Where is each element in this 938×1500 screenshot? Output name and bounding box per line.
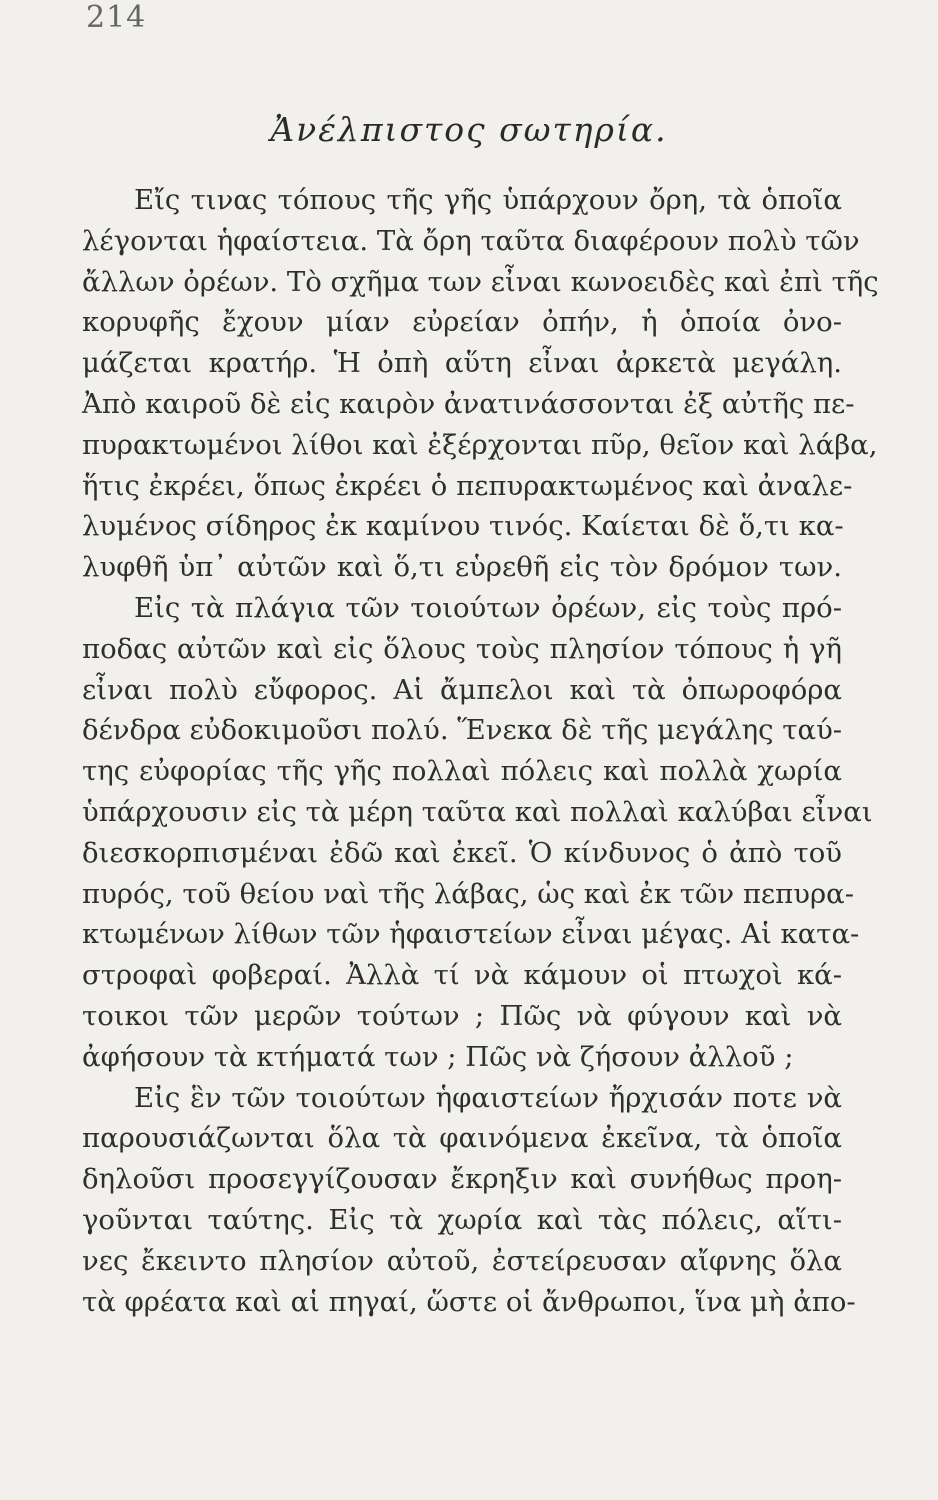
page-number: 214: [86, 0, 147, 35]
text-line: Εἰς τὰ πλάγια τῶν τοιούτων ὀρέων, εἰς τοὺς πρό-: [134, 592, 842, 624]
text-line: κορυφῆς ἔχουν μίαν εὐρείαν ὀπήν, ἡ ὁποία ὀνο-: [82, 306, 842, 339]
text-line: λέγονται ἡφαίστεια. Τὰ ὄρη ταῦτα διαφέρουν πολὺ τῶν: [82, 224, 860, 257]
text-line: ἀφήσουν τὰ κτήματά των ; Πῶς νὰ ζήσουν ἀλλοῦ ;: [82, 1040, 794, 1073]
text-line: ἥτις ἐκρέει, ὅπως ἐκρέει ὁ πεπυρακτωμένος καὶ ἀναλε-: [82, 469, 853, 502]
text-line: τοικοι τῶν μερῶν τούτων ; Πῶς νὰ φύγουν καὶ νὰ: [82, 1000, 842, 1032]
text-line: της εὐφορίας τῆς γῆς πολλαὶ πόλεις καὶ πολλὰ χωρία: [82, 755, 842, 788]
text-line: εἶναι πολὺ εὔφορος. Αἱ ἄμπελοι καὶ τὰ ὀπωροφόρα: [82, 673, 842, 706]
text-line: Εἴς τινας τόπους τῆς γῆς ὑπάρχουν ὄρη, τὰ ὁποῖα: [134, 184, 842, 216]
text-line: λυφθῆ ὑπ᾽ αὐτῶν καὶ ὅ,τι εὑρεθῆ εἰς τὸν δρόμον των.: [82, 551, 842, 584]
text-line: Ἀπὸ καιροῦ δὲ εἰς καιρὸν ἀνατινάσσονται ἐξ αὐτῆς πε-: [82, 388, 855, 420]
text-line: πυρός, τοῦ θείου ναὶ τῆς λάβας, ὡς καὶ ἐκ τῶν πεπυρα-: [82, 877, 855, 910]
text-line: λυμένος σίδηρος ἐκ καμίνου τινός. Καίεται δὲ ὅ,τι κα-: [82, 510, 844, 543]
text-line: μάζεται κρατήρ. Ἡ ὀπὴ αὕτη εἶναι ἀρκετὰ μεγάλη.: [82, 347, 842, 380]
text-line: ὑπάρχουσιν εἰς τὰ μέρη ταῦτα καὶ πολλαὶ καλύβαι εἶναι: [82, 796, 873, 828]
text-line: Εἰς ἓν τῶν τοιούτων ἡφαιστείων ἤρχισάν ποτε νὰ: [134, 1081, 842, 1114]
text-line: παρουσιάζωνται ὅλα τὰ φαινόμενα ἐκεῖνα, τὰ ὁποῖα: [82, 1122, 842, 1155]
text-line: στροφαὶ φοβεραί. Ἀλλὰ τί νὰ κάμουν οἱ πτωχοὶ κά-: [82, 959, 842, 992]
text-line: δένδρα εὐδοκιμοῦσι πολύ. Ἕνεκα δὲ τῆς μεγάλης ταύ-: [82, 714, 843, 747]
chapter-title: Ἀνέλπιστος σωτηρία.: [270, 110, 668, 149]
text-line: διεσκορπισμέναι ἐδῶ καὶ ἐκεῖ. Ὁ κίνδυνος ὁ ἀπὸ τοῦ: [82, 836, 842, 869]
text-line: δηλοῦσι προσεγγίζουσαν ἔκρηξιν καὶ συνήθως προη-: [82, 1163, 842, 1196]
text-line: γοῦνται ταύτης. Εἰς τὰ χωρία καὶ τὰς πόλεις, αἵτι-: [82, 1204, 842, 1236]
text-line: ἄλλων ὀρέων. Τὸ σχῆμα των εἶναι κωνοειδὲς καὶ ἐπὶ τῆς: [82, 265, 879, 298]
text-line: ποδας αὐτῶν καὶ εἰς ὅλους τοὺς πλησίον τόπους ἡ γῆ: [82, 632, 842, 665]
text-line: κτωμένων λίθων τῶν ἡφαιστείων εἶναι μέγας. Αἱ κατα-: [82, 918, 860, 951]
text-line: πυρακτωμένοι λίθοι καὶ ἐξέρχονται πῦρ, θεῖον καὶ λάβα,: [82, 428, 878, 461]
text-line: τὰ φρέατα καὶ αἱ πηγαί, ὥστε οἱ ἄνθρωποι, ἵνα μὴ ἀπο-: [82, 1285, 856, 1318]
text-line: νες ἔκειντο πλησίον αὐτοῦ, ἐστείρευσαν αἴφνης ὅλα: [82, 1244, 842, 1277]
